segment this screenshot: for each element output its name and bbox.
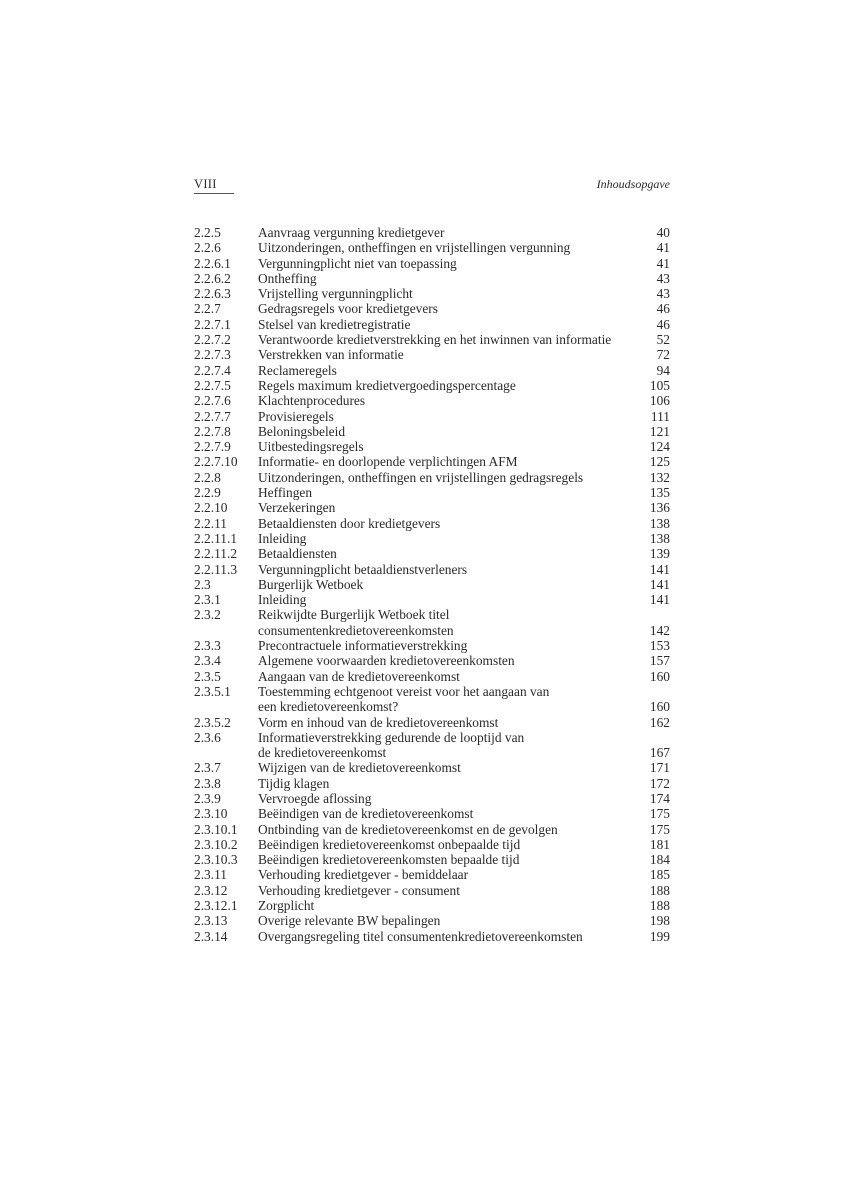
toc-entry [194,301,670,316]
toc-entry-page: 139 [649,546,670,562]
toc-entry-title: Ontheffing [258,270,317,286]
toc-entry-title: Overgangsregeling titel consumentenkredietovereenkomsten [258,928,583,944]
toc-entry-number: 2.3.3 [194,638,221,654]
toc-entry-title: Regels maximum kredietvergoedingspercentage [258,377,516,393]
toc-entry-number: 2.3.11 [194,867,227,883]
toc-entry-number: 2.2.6.3 [194,286,231,302]
toc-entry-title-line: consumentenkredietovereenkomsten [258,622,454,638]
toc-entry-title: Uitzonderingen, ontheffingen en vrijstellingen vergunning [258,240,571,256]
toc-entry-title: Vorm en inhoud van de kredietovereenkomst [258,714,499,730]
toc-entry [194,913,670,928]
toc-entry-page: 121 [649,423,670,439]
toc-entry-number: 2.2.7.4 [194,362,231,378]
toc-entry-number: 2.3.10.3 [194,852,238,868]
toc-entry-number: 2.3.5 [194,668,221,684]
toc-entry [194,929,670,944]
toc-entry [194,669,670,684]
toc-entry-title: Uitbestedingsregels [258,439,364,455]
toc-entry [194,791,670,806]
toc-entry-page: 41 [656,240,670,256]
header-rule [194,193,234,194]
toc-entry-number: 2.2.6 [194,240,221,256]
table-of-contents [194,225,670,944]
toc-entry [194,867,670,882]
toc-entry-page: 157 [649,653,670,669]
toc-entry [194,393,670,408]
toc-entry-title: Stelsel van kredietregistratie [258,316,411,332]
toc-entry [194,883,670,898]
toc-entry-page: 72 [656,347,670,363]
toc-entry-title: Overige relevante BW bepalingen [258,913,441,929]
toc-entry-page: 199 [649,928,670,944]
toc-entry-number: 2.3.9 [194,790,221,806]
toc-entry-page: 188 [649,898,670,914]
toc-entry-title: Verstrekken van informatie [258,347,404,363]
toc-entry-page: 184 [649,852,670,868]
toc-entry [194,225,670,240]
toc-entry-page: 124 [649,439,670,455]
toc-entry-page: 41 [656,255,670,271]
toc-entry [194,271,670,286]
toc-entry-page: 162 [649,714,670,730]
toc-entry [194,454,670,469]
toc-entry-page: 188 [649,882,670,898]
toc-entry-title: Beëindigen kredietovereenkomst onbepaalde tijd [258,836,521,852]
toc-entry-page: 132 [649,469,670,485]
toc-entry [194,546,670,561]
toc-entry-number: 2.2.9 [194,485,221,501]
toc-entry [194,607,670,638]
toc-entry-title: Beloningsbeleid [258,423,346,439]
toc-entry-title: Heffingen [258,485,313,501]
toc-entry-title: Vrijstelling vergunningplicht [258,286,413,302]
toc-entry-number: 2.2.7.5 [194,377,231,393]
toc-entry-title-line: een kredietovereenkomst? [258,699,399,715]
toc-entry-number: 2.2.8 [194,469,221,485]
toc-entry-number: 2.2.7.7 [194,408,231,424]
toc-entry-number: 2.2.11.3 [194,561,238,577]
toc-entry-number: 2.2.6.1 [194,255,231,271]
toc-entry [194,898,670,913]
toc-entry-page: 185 [649,867,670,883]
toc-entry-title: Algemene voorwaarden kredietovereenkomsten [258,653,515,669]
toc-entry-page: 172 [649,775,670,791]
toc-entry-number: 2.3 [194,576,211,592]
toc-entry-title: Klachtenprocedures [258,393,366,409]
toc-entry-title: Burgerlijk Wetboek [258,576,364,592]
toc-entry-title: Verzekeringen [258,500,336,516]
toc-entry-title: Vergunningplicht niet van toepassing [258,255,457,271]
toc-entry-number: 2.3.4 [194,653,221,669]
toc-entry [194,531,670,546]
toc-entry-title: Provisieregels [258,408,334,424]
toc-entry-page: 171 [649,760,670,776]
toc-entry-title: Aanvraag vergunning kredietgever [258,225,445,240]
toc-entry-number: 2.3.10.2 [194,836,238,852]
toc-entry [194,378,670,393]
toc-entry-number: 2.2.7.10 [194,454,238,470]
toc-entry-title: Inleiding [258,592,307,608]
toc-entry-page: 106 [649,393,670,409]
toc-entry [194,470,670,485]
toc-entry-title: Verhouding kredietgever - bemiddelaar [258,867,469,883]
toc-entry-number: 2.2.7.2 [194,332,231,348]
toc-entry-title: Aangaan van de kredietovereenkomst [258,668,460,684]
toc-entry-number: 2.3.1 [194,592,221,608]
toc-entry-number: 2.3.10.1 [194,821,238,837]
toc-entry-page: 141 [649,576,670,592]
toc-entry [194,485,670,500]
toc-entry-page: 138 [649,530,670,546]
toc-entry-number: 2.3.6 [194,729,221,745]
toc-entry [194,715,670,730]
toc-entry-number: 2.2.7.3 [194,347,231,363]
page-header [194,177,670,197]
toc-entry-page: 43 [656,270,670,286]
toc-entry-page: 153 [649,638,670,654]
toc-entry-title: Verhouding kredietgever - consument [258,882,460,898]
toc-entry-title: Wijzigen van de kredietovereenkomst [258,760,461,776]
toc-entry-number: 2.2.7.9 [194,439,231,455]
toc-entry-number: 2.2.7.6 [194,393,231,409]
toc-entry-page: 52 [656,332,670,348]
toc-entry-title [258,607,634,638]
toc-entry-number: 2.3.10 [194,806,228,822]
toc-entry-title-line: Reikwijdte Burgerlijk Wetboek titel [258,607,450,623]
toc-entry-number: 2.2.5 [194,225,221,240]
toc-entry-title-line: Toestemming echtgenoot vereist voor het aangaan van [258,683,550,699]
toc-entry-page: 94 [656,362,670,378]
page-number-roman: VIII [194,177,217,191]
toc-entry-title: Uitzonderingen, ontheffingen en vrijstellingen gedragsregels [258,469,584,485]
toc-entry-number: 2.3.2 [194,607,221,623]
toc-entry-title: Ontbinding van de kredietovereenkomst en de gevolgen [258,821,558,837]
toc-entry [194,730,670,761]
toc-entry-title: Betaaldiensten [258,546,337,562]
toc-entry-title: Precontractuele informatieverstrekking [258,638,468,654]
toc-entry [194,592,670,607]
toc-entry-number: 2.3.7 [194,760,221,776]
toc-entry-page: 160 [649,699,670,715]
toc-entry-number: 2.2.7 [194,301,221,317]
toc-entry-page: 46 [656,301,670,317]
toc-entry-number: 2.3.12.1 [194,898,238,914]
toc-entry-page: 198 [649,913,670,929]
toc-entry-number: 2.2.10 [194,500,228,516]
toc-entry-number: 2.2.11.1 [194,530,238,546]
running-head-title: Inhoudsopgave [596,177,670,191]
toc-entry-page: 160 [649,668,670,684]
toc-entry-number: 2.2.6.2 [194,270,231,286]
toc-entry-number: 2.3.5.1 [194,683,231,699]
toc-entry [194,347,670,362]
toc-entry-title: Reclameregels [258,362,337,378]
toc-entry-title: Vervroegde aflossing [258,790,372,806]
toc-entry-number: 2.2.7.1 [194,316,231,332]
toc-entry [194,439,670,454]
toc-entry-number: 2.2.7.8 [194,423,231,439]
toc-entry [194,424,670,439]
toc-entry [194,760,670,775]
toc-entry [194,638,670,653]
toc-entry [194,653,670,668]
toc-entry-page: 141 [649,592,670,608]
toc-entry-title: Beëindigen van de kredietovereenkomst [258,806,474,822]
toc-entry-page: 142 [649,622,670,638]
toc-entry [194,852,670,867]
toc-entry-page: 181 [649,836,670,852]
toc-entry-page: 175 [649,806,670,822]
toc-entry-number: 2.3.13 [194,913,228,929]
toc-entry-title: Vergunningplicht betaaldienstverleners [258,561,468,577]
toc-entry-page: 125 [649,454,670,470]
toc-entry [194,317,670,332]
toc-entry-title: Betaaldiensten door kredietgevers [258,515,441,531]
toc-entry-number: 2.3.5.2 [194,714,231,730]
toc-entry-title: Beëindigen kredietovereenkomsten bepaalde tijd [258,852,520,868]
toc-entry [194,806,670,821]
toc-entry [194,409,670,424]
toc-entry-page: 138 [649,515,670,531]
toc-entry-title: Inleiding [258,530,307,546]
toc-entry [194,500,670,515]
toc-entry-page: 175 [649,821,670,837]
toc-entry-page: 135 [649,485,670,501]
toc-entry-page: 136 [649,500,670,516]
toc-entry-number: 2.2.11.2 [194,546,238,562]
toc-entry [194,684,670,715]
toc-entry-title: Zorgplicht [258,898,315,914]
toc-entry-title: Tijdig klagen [258,775,330,791]
toc-entry-page: 111 [650,408,670,424]
toc-entry-page: 167 [649,745,670,761]
toc-entry [194,256,670,271]
toc-entry-page: 141 [649,561,670,577]
toc-entry [194,286,670,301]
toc-entry [194,837,670,852]
toc-entry-title [258,730,634,761]
toc-entry-page: 43 [656,286,670,302]
toc-entry-title: Informatie- en doorlopende verplichtingen AFM [258,454,518,470]
toc-entry-page: 40 [656,225,670,240]
toc-entry [194,332,670,347]
toc-entry-number: 2.3.12 [194,882,228,898]
toc-entry-title-line: Informatieverstrekking gedurende de looptijd van [258,729,525,745]
toc-entry-page: 174 [649,790,670,806]
toc-entry [194,776,670,791]
toc-entry-title: Gedragsregels voor kredietgevers [258,301,438,317]
toc-entry-page: 105 [649,377,670,393]
toc-entry [194,577,670,592]
toc-entry-number: 2.3.8 [194,775,221,791]
toc-entry-title: Verantwoorde kredietverstrekking en het inwinnen van informatie [258,332,612,348]
toc-entry [194,363,670,378]
toc-entry-title [258,684,634,715]
toc-entry [194,516,670,531]
toc-entry-page: 46 [656,316,670,332]
toc-entry [194,562,670,577]
toc-entry [194,240,670,255]
toc-entry-number: 2.2.11 [194,515,227,531]
toc-entry-number: 2.3.14 [194,928,228,944]
toc-entry-title-line: de kredietovereenkomst [258,745,387,761]
toc-entry [194,822,670,837]
